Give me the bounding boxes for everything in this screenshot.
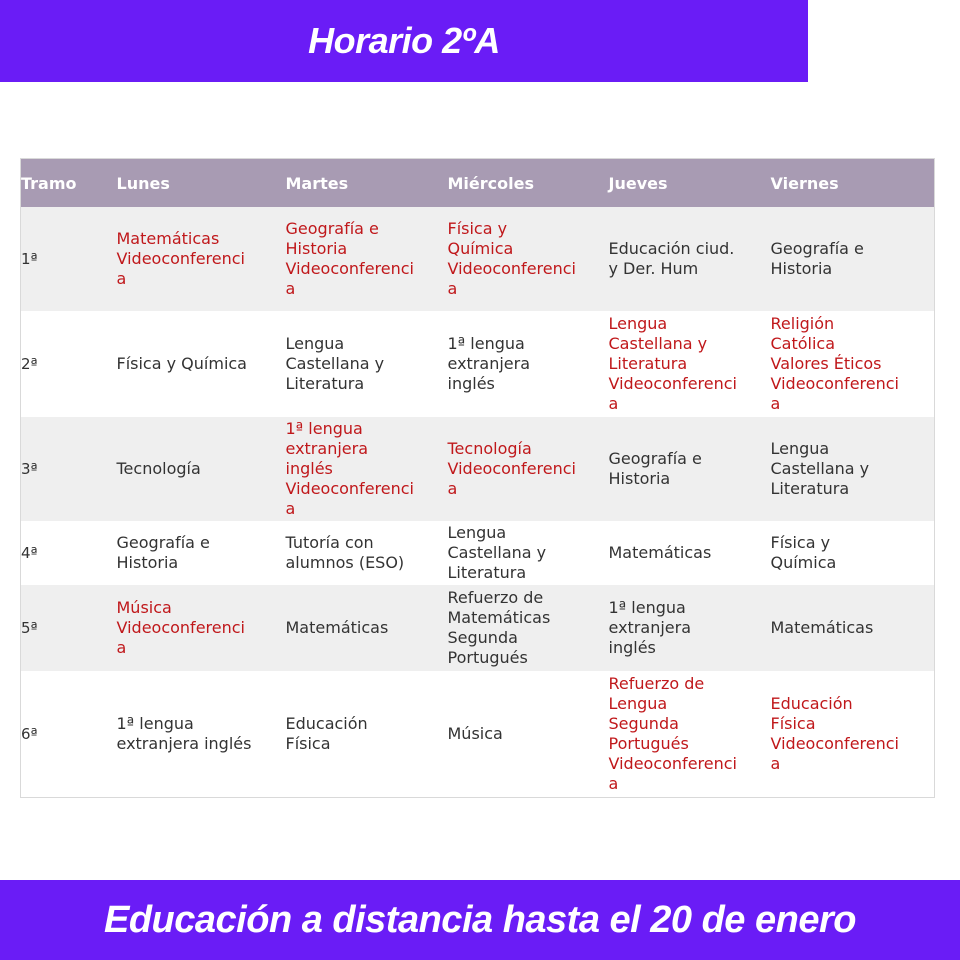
column-header-miercoles: Miércoles bbox=[448, 159, 609, 208]
tramo-cell: 3ª bbox=[21, 417, 117, 521]
schedule-cell: 1ª lengua extranjera inglés bbox=[448, 311, 609, 417]
tramo-cell: 6ª bbox=[21, 671, 117, 797]
schedule-cell: Física y Química Videoconferenci a bbox=[448, 207, 609, 311]
schedule-cell: Educación ciud. y Der. Hum bbox=[609, 207, 771, 311]
schedule-cell: 1ª lengua extranjera inglés bbox=[117, 671, 286, 797]
table-row bbox=[21, 311, 935, 417]
schedule-cell: Geografía e Historia bbox=[117, 521, 286, 585]
title-banner bbox=[0, 0, 808, 82]
schedule-cell: Matemáticas bbox=[609, 521, 771, 585]
schedule-cell: Tutoría con alumnos (ESO) bbox=[286, 521, 448, 585]
schedule-cell: 1ª lengua extranjera inglés Videoconferenci a bbox=[286, 417, 448, 521]
schedule-cell: Geografía e Historia bbox=[771, 207, 935, 311]
schedule-cell: Refuerzo de Matemáticas Segunda Portugués bbox=[448, 585, 609, 671]
schedule-cell: Tecnología bbox=[117, 417, 286, 521]
footer-banner bbox=[0, 880, 960, 960]
schedule-cell: Física y Química bbox=[771, 521, 935, 585]
column-header-martes: Martes bbox=[286, 159, 448, 208]
column-header-jueves: Jueves bbox=[609, 159, 771, 208]
tramo-cell: 2ª bbox=[21, 311, 117, 417]
tramo-cell: 1ª bbox=[21, 207, 117, 311]
tramo-cell: 5ª bbox=[21, 585, 117, 671]
table-header-row bbox=[21, 159, 935, 208]
schedule-cell: Matemáticas bbox=[286, 585, 448, 671]
schedule-cell: Música bbox=[448, 671, 609, 797]
schedule-cell: Religión Católica Valores Éticos Videoconferenci a bbox=[771, 311, 935, 417]
schedule-cell: Matemáticas Videoconferenci a bbox=[117, 207, 286, 311]
schedule-cell: Física y Química bbox=[117, 311, 286, 417]
table-row bbox=[21, 417, 935, 521]
schedule-cell: Tecnología Videoconferenci a bbox=[448, 417, 609, 521]
schedule-cell: Matemáticas bbox=[771, 585, 935, 671]
column-header-lunes: Lunes bbox=[117, 159, 286, 208]
column-header-tramo: Tramo bbox=[21, 159, 117, 208]
schedule-cell: Geografía e Historia Videoconferenci a bbox=[286, 207, 448, 311]
schedule-cell: Lengua Castellana y Literatura bbox=[771, 417, 935, 521]
tramo-cell: 4ª bbox=[21, 521, 117, 585]
page-title: Horario 2ºA bbox=[308, 20, 500, 61]
schedule-cell: Música Videoconferenci a bbox=[117, 585, 286, 671]
table-row bbox=[21, 585, 935, 671]
table-row bbox=[21, 207, 935, 311]
schedule-cell: Lengua Castellana y Literatura Videoconferenci a bbox=[609, 311, 771, 417]
table-row bbox=[21, 671, 935, 797]
schedule-cell: Lengua Castellana y Literatura bbox=[286, 311, 448, 417]
schedule-cell: Lengua Castellana y Literatura bbox=[448, 521, 609, 585]
table-row bbox=[21, 521, 935, 585]
column-header-viernes: Viernes bbox=[771, 159, 935, 208]
schedule-cell: Educación Física Videoconferenci a bbox=[771, 671, 935, 797]
schedule-cell: Geografía e Historia bbox=[609, 417, 771, 521]
schedule-cell: Educación Física bbox=[286, 671, 448, 797]
footer-caption: Educación a distancia hasta el 20 de enero bbox=[104, 898, 856, 941]
schedule-cell: Refuerzo de Lengua Segunda Portugués Videoconferenci a bbox=[609, 671, 771, 797]
schedule-cell: 1ª lengua extranjera inglés bbox=[609, 585, 771, 671]
schedule-table bbox=[20, 158, 935, 798]
